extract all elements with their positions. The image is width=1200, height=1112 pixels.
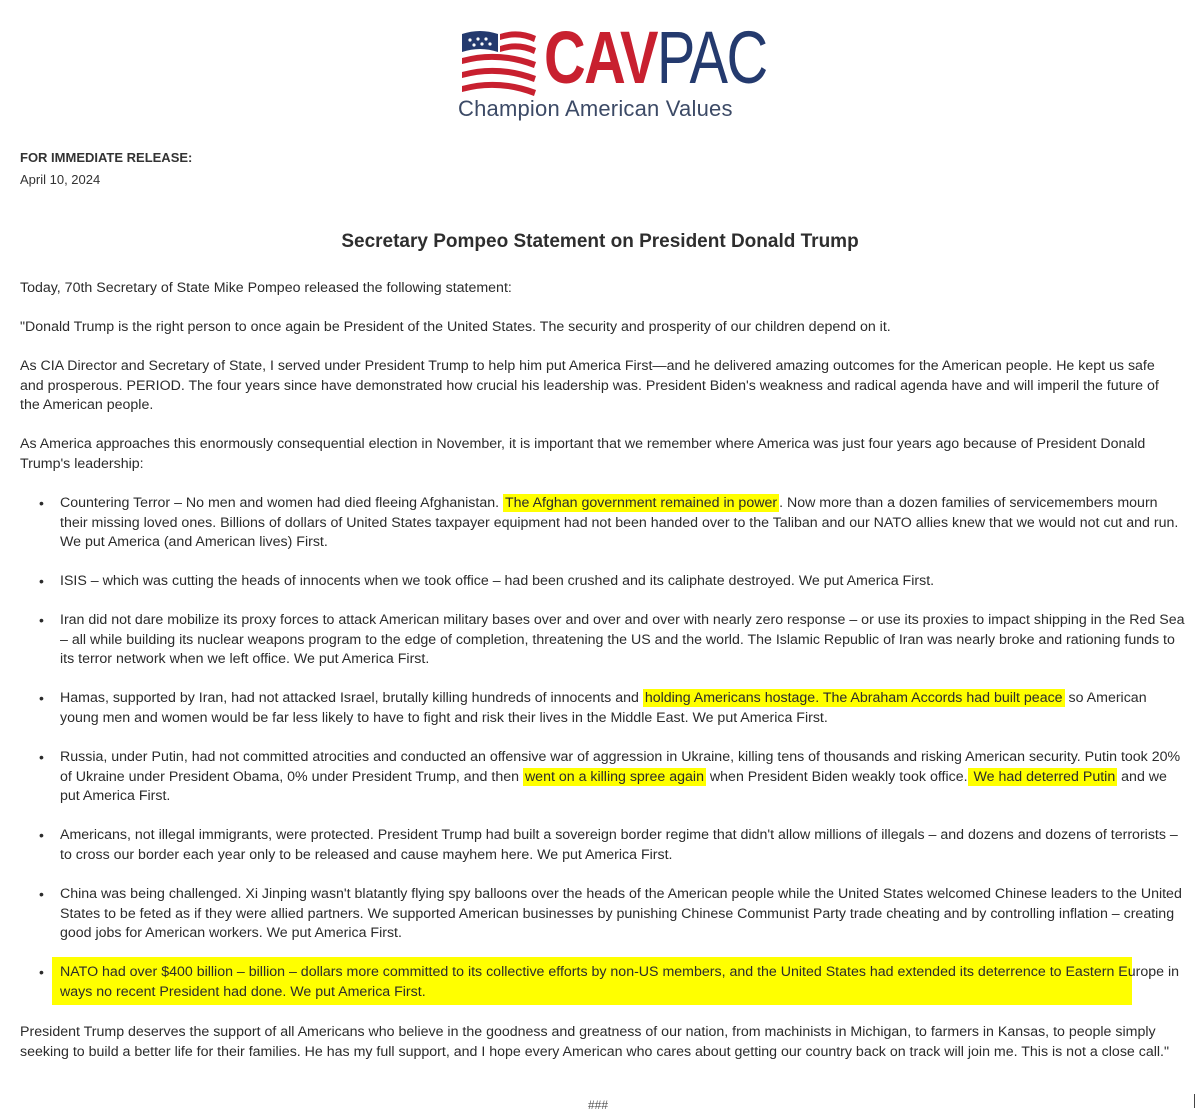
- closing-paragraph: President Trump deserves the support of all Americans who believe in the goodness and greatness of our nation, from machinists in Michigan, to farmers in Kansas, to people simply seeking to build a better life for their families. He has my full support, and I hope every American who cares about getting our country back on track will join me. This is not a close call.": [20, 1024, 1170, 1060]
- highlighted-text: holding Americans hostage. The Abraham Accords had built peace: [644, 690, 1063, 706]
- bullet-dot: •: [39, 690, 44, 706]
- bullet-text: ISIS – which was cutting the heads of innocents when we took office – had been crushed and its caliphate destroyed. We put America First.: [60, 573, 935, 589]
- list-item-isis: [39, 572, 1185, 592]
- election-paragraph: As America approaches this enormously consequential election in November, it is important that we remember where America was just four years ago because of President Donald Trump's leadership:: [20, 436, 1146, 472]
- list-item-nato: [39, 963, 1185, 1002]
- bullet-text: Countering Terror – No men and women had died fleeing Afghanistan.: [60, 495, 503, 511]
- list-item-terror: [39, 494, 1185, 553]
- stars-and-stripes-flag-icon: [460, 28, 538, 98]
- bullet-text: Americans, not illegal immigrants, were protected. President Trump had built a sovereign border regime that didn't allow millions of illegals – and dozens and dozens of terrorists – to cross our border each year only to be released and cause mayhem here. We put America First.: [60, 827, 1178, 863]
- highlighted-text: went on a killing spree again: [524, 768, 704, 785]
- bullet-text: China was being challenged. Xi Jinping wasn't blatantly flying spy balloons over the heads of the American people while the United States welcomed Chinese leaders to the United States to be feted as if they were allied partners. We supported American businesses by punishing Chinese Communist Party trade cheating and by controlling inflation – creating good jobs for American workers. We put America First.: [60, 886, 1182, 942]
- release-label: FOR IMMEDIATE RELEASE:: [20, 150, 193, 165]
- page-title: Secretary Pompeo Statement on President Donald Trump: [341, 231, 859, 252]
- highlighted-text: We had deterred Putin: [969, 768, 1116, 785]
- end-mark: ###: [588, 1098, 609, 1112]
- list-item-iran: [39, 611, 1185, 670]
- bullet-text: and we put America First.: [60, 768, 1167, 805]
- logo-tagline: Champion American Values: [458, 96, 733, 121]
- release-date: April 10, 2024: [20, 172, 101, 187]
- wordmark-pac: PAC: [656, 16, 767, 99]
- bullet-dot: •: [39, 886, 44, 902]
- cia-paragraph: As CIA Director and Secretary of State, I served under President Trump to help him put America First—and he delivered amazing outcomes for the American people. He kept us safe and prosperous. PERIOD. The four years since have demonstrated how crucial his leadership was. President Biden's weakness and radical agenda have and will imperil the future of the American people.: [20, 358, 1159, 414]
- bullet-text: . Now more than a dozen families of servicemembers mourn their missing loved ones. Billions of dollars of United States taxpayer equipment had not been handed over to the Taliban and our NATO allies knew that we would not cut and run. We put America (and American lives) First.: [60, 495, 1179, 551]
- text-cursor: [1194, 1094, 1195, 1108]
- bullet-dot: •: [39, 495, 44, 511]
- list-item-border: [39, 826, 1185, 865]
- highlighted-text: NATO had over $400 billion – billion – dollars more committed to its collective efforts by non-US members, and the United States had extended its deterrence to Eastern Europe in ways no recent President had done. We put America First.: [60, 964, 1180, 1000]
- cavpac-wordmark: [544, 18, 767, 98]
- bullet-dot: •: [39, 964, 44, 980]
- bullet-dot: •: [39, 827, 44, 843]
- bullet-dot: •: [39, 749, 44, 765]
- bullet-text: when President Biden weakly took office.: [705, 768, 968, 785]
- bullet-dot: •: [39, 573, 44, 589]
- cavpac-logo: [458, 16, 767, 124]
- bullet-text: so American young men and women would be far less likely to have to fight and risk their lives in the Middle East. We put America First.: [60, 690, 1147, 726]
- bullet-text: Hamas, supported by Iran, had not attacked Israel, brutally killing hundreds of innocents and: [60, 690, 643, 706]
- quote-opening-paragraph: "Donald Trump is the right person to once again be President of the United States. The security and prosperity of our children depend on it.: [20, 319, 891, 335]
- list-item-hamas: [39, 689, 1185, 728]
- bullet-text: Russia, under Putin, had not committed atrocities and conducted an offensive war of aggression in Ukraine, killing tens of thousands and risking American security. Putin took 20% of Ukraine under President Obama, 0% under President Trump, and then: [60, 749, 1181, 785]
- list-item-russia: [39, 748, 1185, 807]
- bullet-text: Iran did not dare mobilize its proxy forces to attack American military bases over and over and over with nearly zero response – or use its proxies to impact shipping in the Red Sea – all while building its nuclear weapons program to the edge of completion, threatening the US and the world. The Islamic Republic of Iran was nearly broke and rationing funds to its terror network when we left office. We put America First.: [60, 612, 1185, 668]
- wordmark-cav: CAV: [544, 16, 657, 99]
- highlighted-text: The Afghan government remained in power: [504, 495, 778, 511]
- list-item-china: [39, 885, 1185, 944]
- intro-paragraph: Today, 70th Secretary of State Mike Pompeo released the following statement:: [20, 280, 512, 296]
- bullet-dot: •: [39, 612, 44, 628]
